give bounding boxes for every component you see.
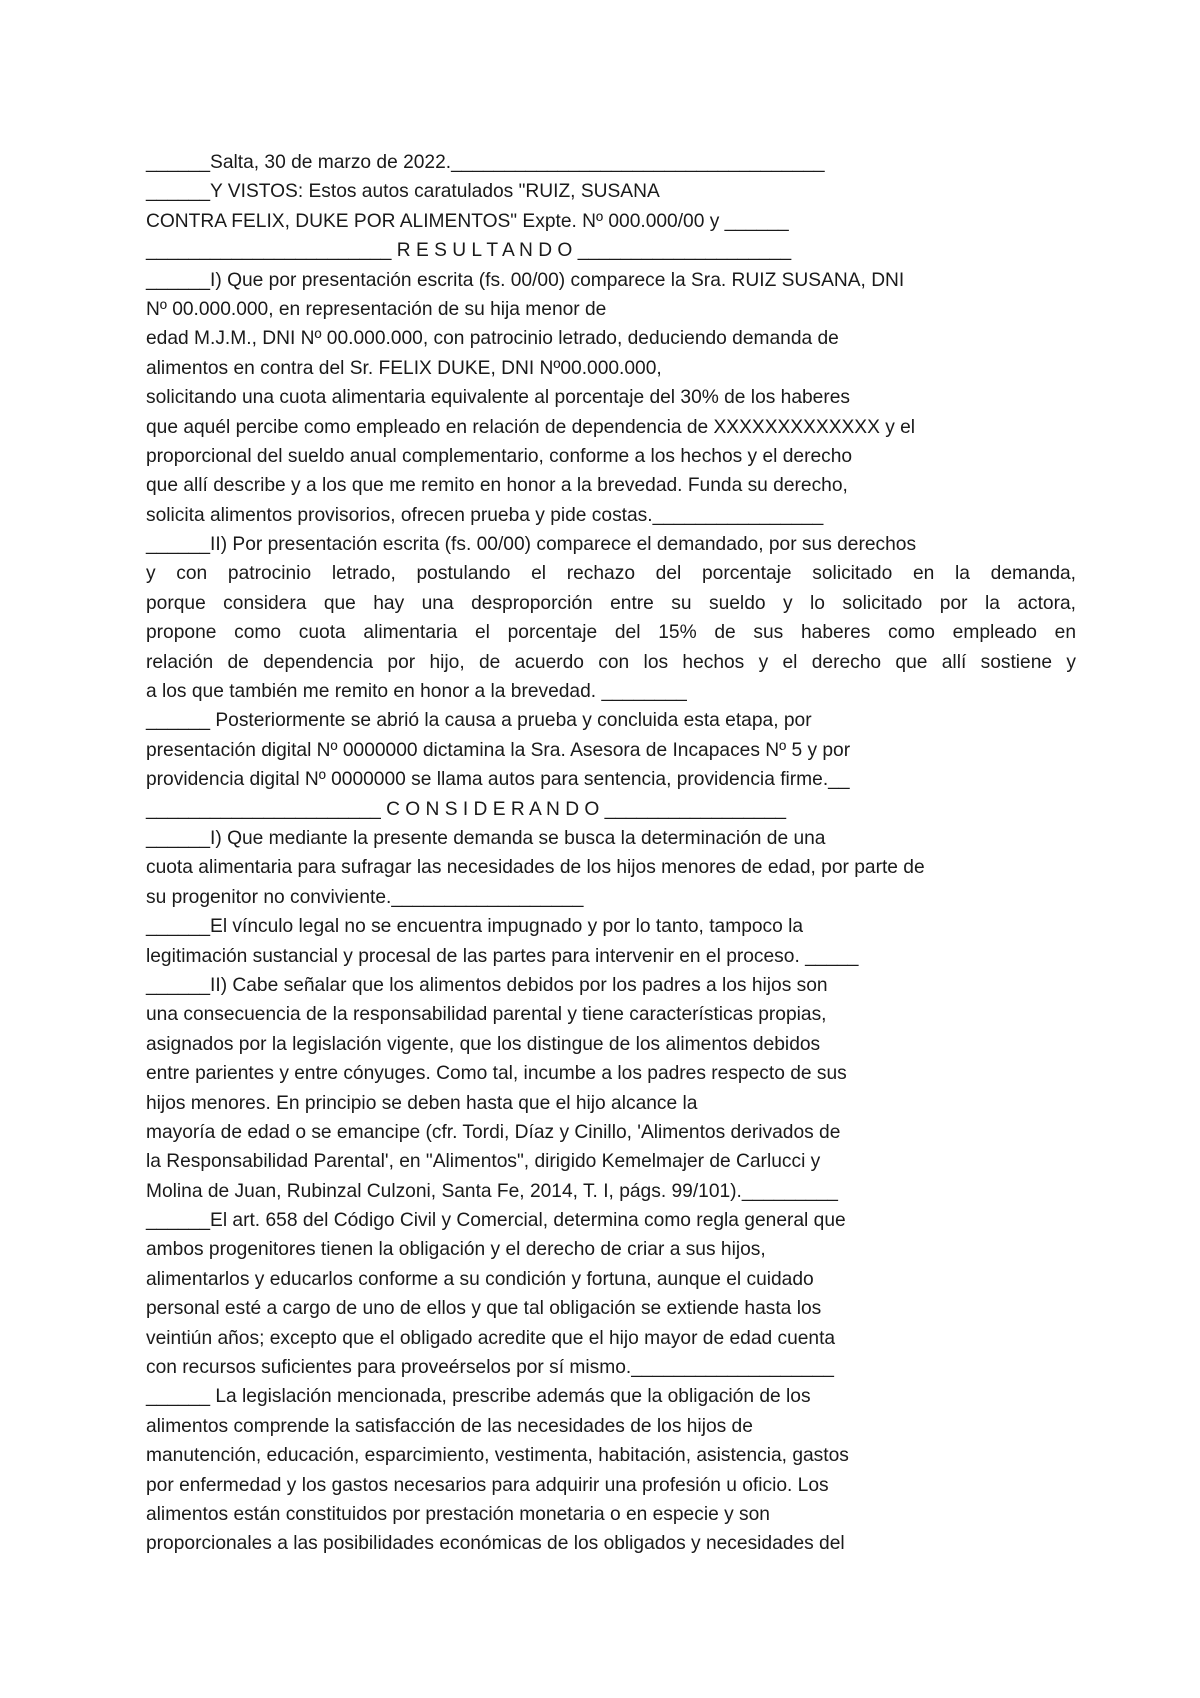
document-line: ______________________ C O N S I D E R A N D O _________________ (146, 798, 787, 820)
document-line: solicitando una cuota alimentaria equivalente al porcentaje del 30% de los haberes (146, 387, 851, 409)
document-line: providencia digital Nº 0000000 se llama autos para sentencia, providencia firme.__ (146, 769, 850, 791)
document-line: hijos menores. En principio se deben hasta que el hijo alcance la (146, 1092, 698, 1114)
document-line: y con patrocinio letrado, postulando el rechazo del porcentaje solicitado en la demanda, (146, 563, 1076, 585)
document-line: mayoría de edad o se emancipe (cfr. Tordi, Díaz y Cinillo, 'Alimentos derivados de (146, 1121, 841, 1143)
document-line: alimentos están constituidos por prestación monetaria o en especie y son (146, 1503, 770, 1525)
document-line: ______I) Que mediante la presente demanda se busca la determinación de una (146, 827, 826, 849)
document-line: una consecuencia de la responsabilidad parental y tiene características propias, (146, 1004, 827, 1026)
document-line: personal esté a cargo de uno de ellos y que tal obligación se extiende hasta los (146, 1298, 822, 1320)
document-line: ambos progenitores tienen la obligación y el derecho de criar a sus hijos, (146, 1239, 766, 1261)
document-line: asignados por la legislación vigente, que los distingue de los alimentos debidos (146, 1033, 821, 1055)
document-line: la Responsabilidad Parental', en "Alimentos", dirigido Kemelmajer de Carlucci y (146, 1151, 821, 1173)
document-line: ______II) Cabe señalar que los alimentos debidos por los padres a los hijos son (146, 974, 828, 996)
document-line: con recursos suficientes para proveérselos por sí mismo.___________________ (146, 1357, 834, 1379)
document-line: edad M.J.M., DNI Nº 00.000.000, con patrocinio letrado, deduciendo demanda de (146, 328, 839, 350)
document-line: su progenitor no conviviente.__________________ (146, 886, 584, 908)
document-line: CONTRA FELIX, DUKE POR ALIMENTOS" Expte. Nº 000.000/00 y ______ (146, 210, 789, 232)
document-line: Molina de Juan, Rubinzal Culzoni, Santa Fe, 2014, T. I, págs. 99/101)._________ (146, 1180, 838, 1202)
document-line: alimentos comprende la satisfacción de las necesidades de los hijos de (146, 1415, 753, 1437)
document-line: presentación digital Nº 0000000 dictamina la Sra. Asesora de Incapaces Nº 5 y por (146, 739, 851, 761)
document-line: que allí describe y a los que me remito en honor a la brevedad. Funda su derecho, (146, 475, 848, 497)
document-line: ______El art. 658 del Código Civil y Comercial, determina como regla general que (146, 1210, 846, 1232)
document-line: entre parientes y entre cónyuges. Como tal, incumbe a los padres respecto de sus (146, 1063, 847, 1085)
document-line: proporcional del sueldo anual complementario, conforme a los hechos y el derecho (146, 445, 853, 467)
document-line: ______ La legislación mencionada, prescribe además que la obligación de los (146, 1386, 811, 1408)
document-line: solicita alimentos provisorios, ofrecen prueba y pide costas.________________ (146, 504, 824, 526)
document-line: veintiún años; excepto que el obligado acredite que el hijo mayor de edad cuenta (146, 1327, 836, 1349)
document-line: proporcionales a las posibilidades económicas de los obligados y necesidades del (146, 1533, 845, 1555)
document-line: propone como cuota alimentaria el porcentaje del 15% de sus haberes como empleado en (146, 622, 1076, 644)
document-line: ______I) Que por presentación escrita (fs. 00/00) comparece la Sra. RUIZ SUSANA, DNI (146, 269, 905, 291)
document-line: cuota alimentaria para sufragar las necesidades de los hijos menores de edad, por parte de (146, 857, 925, 879)
document-line: Nº 00.000.000, en representación de su hija menor de (146, 298, 607, 320)
document-line: alimentarlos y educarlos conforme a su condición y fortuna, aunque el cuidado (146, 1268, 814, 1290)
document-line: que aquél percibe como empleado en relación de dependencia de XXXXXXXXXXXXX y el (146, 416, 916, 438)
document-line: legitimación sustancial y procesal de las partes para intervenir en el proceso. _____ (146, 945, 859, 967)
document-line: porque considera que hay una desproporción entre su sueldo y lo solicitado por la actora, (146, 592, 1076, 614)
document-line: por enfermedad y los gastos necesarios para adquirir una profesión u oficio. Los (146, 1474, 829, 1496)
document-line: ______El vínculo legal no se encuentra impugnado y por lo tanto, tampoco la (146, 916, 804, 938)
document-body (146, 148, 1076, 1559)
document-line: ______ Posteriormente se abrió la causa a prueba y concluida esta etapa, por (146, 710, 812, 732)
document-line: ______Salta, 30 de marzo de 2022.___________________________________ (146, 152, 825, 173)
document-line: _______________________ R E S U L T A N D O ____________________ (146, 240, 792, 262)
document-line: alimentos en contra del Sr. FELIX DUKE, DNI Nº00.000.000, (146, 357, 662, 379)
document-line: a los que también me remito en honor a la brevedad. ________ (146, 681, 687, 703)
document-line: relación de dependencia por hijo, de acuerdo con los hechos y el derecho que allí sostiene y (146, 651, 1076, 673)
document-line: ______Y VISTOS: Estos autos caratulados "RUIZ, SUSANA (146, 181, 660, 203)
document-line: manutención, educación, esparcimiento, vestimenta, habitación, asistencia, gastos (146, 1445, 849, 1467)
document-line: ______II) Por presentación escrita (fs. 00/00) comparece el demandado, por sus derechos (146, 534, 917, 556)
